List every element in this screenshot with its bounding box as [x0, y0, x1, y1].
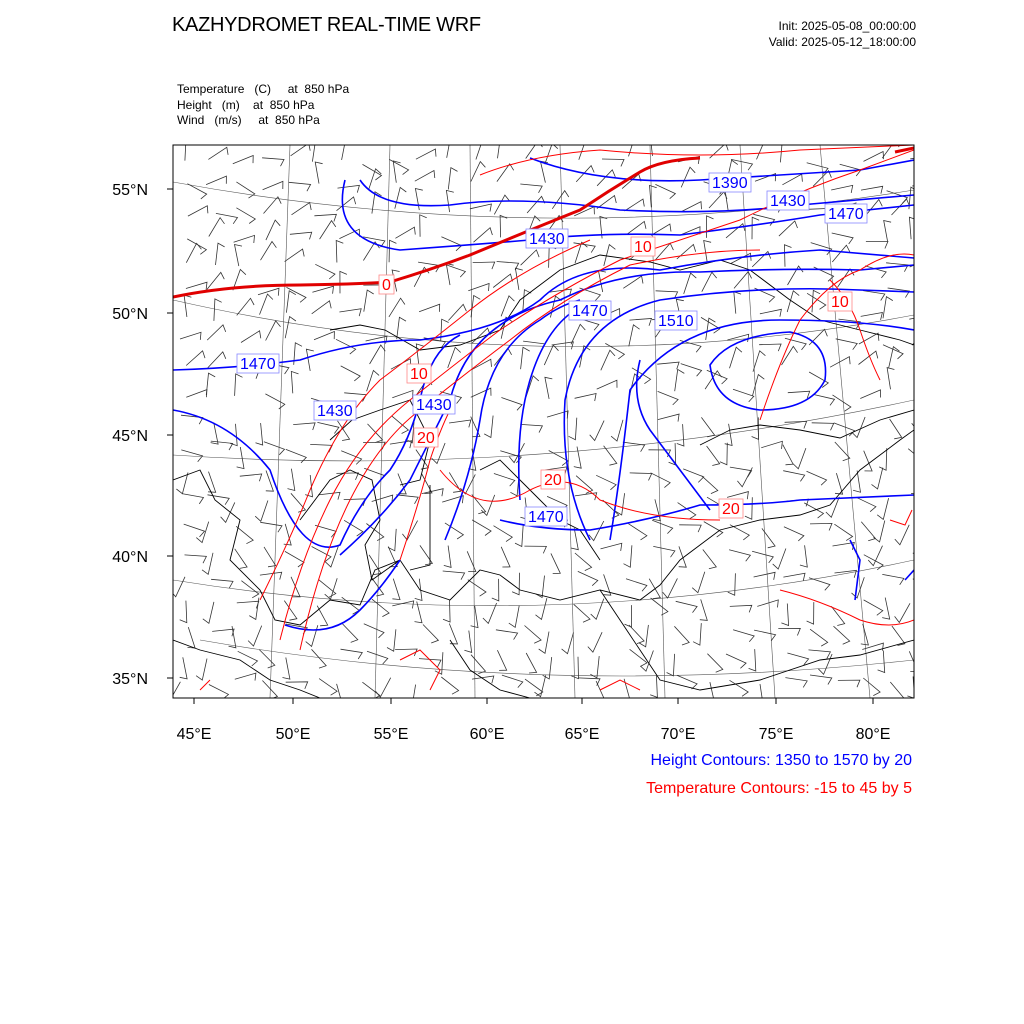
lon-label: 70°E	[660, 726, 696, 743]
init-time: Init: 2025-05-08_00:00:00	[778, 19, 916, 33]
contour-label: 1510	[658, 313, 694, 330]
longitude-labels	[177, 726, 891, 743]
wind-barb	[916, 293, 938, 300]
lon-label: 50°E	[275, 726, 311, 743]
contour-label: 20	[417, 430, 435, 447]
contour-label: 10	[831, 294, 849, 311]
contour-label: 20	[544, 472, 562, 489]
lon-label: 75°E	[758, 726, 794, 743]
lat-label: 35°N	[112, 671, 148, 688]
wind-barb	[913, 553, 932, 569]
contour-label: 1470	[828, 206, 864, 223]
temperature-legend: Temperature Contours: -15 to 45 by 5	[646, 780, 912, 797]
wind-barb	[917, 392, 939, 399]
lon-label: 65°E	[564, 726, 600, 743]
lat-label: 45°N	[112, 428, 148, 445]
valid-time: Valid: 2025-05-12_18:00:00	[768, 35, 916, 49]
lon-label: 45°E	[176, 726, 212, 743]
field-wind: Wind (m/s) at 850 hPa	[177, 113, 320, 127]
wind-barb	[912, 184, 934, 191]
contour-label: 1430	[317, 403, 353, 420]
wind-barb	[914, 350, 921, 372]
lon-label: 55°E	[373, 726, 409, 743]
contour-label: 1470	[572, 303, 608, 320]
height-legend: Height Contours: 1350 to 1570 by 20	[650, 752, 912, 769]
chart-title: KAZHYDROMET REAL-TIME WRF	[172, 14, 481, 36]
contour-label: 1430	[529, 231, 565, 248]
wind-barb	[913, 579, 932, 595]
lon-label: 80°E	[855, 726, 891, 743]
contour-label: 1470	[528, 509, 564, 526]
wind-barb	[915, 627, 933, 644]
field-temperature: Temperature (C) at 850 hPa	[177, 82, 350, 96]
lat-label: 40°N	[112, 549, 148, 566]
contour-label: 20	[722, 501, 740, 518]
lon-label: 60°E	[469, 726, 505, 743]
contour-label: 1390	[712, 175, 748, 192]
contour-label: 1430	[416, 397, 452, 414]
wind-barb	[912, 330, 930, 346]
contour-label: 1430	[770, 193, 806, 210]
contour-label: 10	[634, 239, 652, 256]
contour-label: 0	[382, 277, 391, 294]
contour-label: 1470	[240, 356, 276, 373]
latitude-labels	[112, 182, 148, 688]
field-height: Height (m) at 850 hPa	[177, 97, 315, 112]
lat-label: 50°N	[112, 306, 148, 323]
wind-barb	[918, 469, 929, 489]
contour-label: 10	[410, 366, 428, 383]
lat-label: 55°N	[112, 182, 148, 199]
